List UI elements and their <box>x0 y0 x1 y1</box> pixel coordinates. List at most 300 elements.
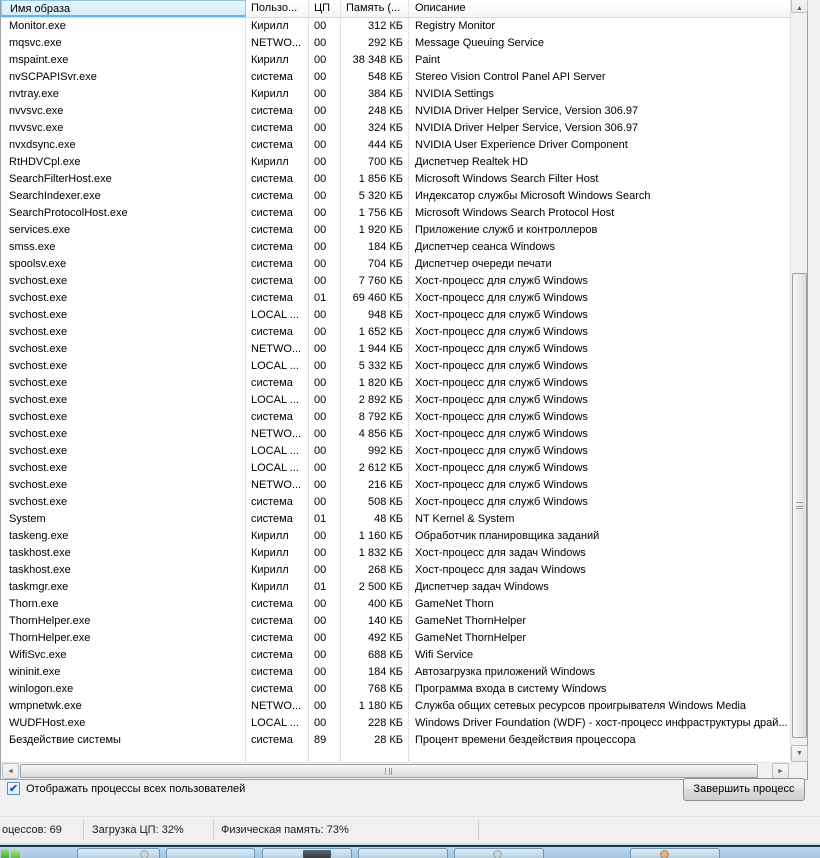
taskbar <box>0 843 820 858</box>
column-divider <box>308 18 309 761</box>
process-cell-cpu: 00 <box>314 632 327 644</box>
process-row[interactable] <box>1 528 790 545</box>
process-row[interactable] <box>1 562 790 579</box>
process-cell-mem: 4 856 КБ <box>358 428 403 440</box>
process-cell-name: taskmgr.exe <box>9 581 69 593</box>
process-cell-desc: Хост-процесс для служб Windows <box>415 411 588 423</box>
process-cell-cpu: 00 <box>314 207 327 219</box>
process-row[interactable] <box>1 341 790 358</box>
process-row[interactable] <box>1 630 790 647</box>
process-cell-user: NETWO... <box>251 700 302 712</box>
process-cell-mem: 248 КБ <box>367 105 403 117</box>
process-cell-mem: 508 КБ <box>367 496 403 508</box>
process-cell-desc: Хост-процесс для служб Windows <box>415 360 588 372</box>
process-row[interactable] <box>1 205 790 222</box>
process-cell-user: LOCAL ... <box>251 445 299 457</box>
process-cell-desc: Хост-процесс для служб Windows <box>415 343 588 355</box>
process-cell-mem: 216 КБ <box>367 479 403 491</box>
process-cell-name: svchost.exe <box>9 411 68 423</box>
taskbar-app-icon <box>660 850 669 858</box>
process-cell-desc: Приложение служб и контроллеров <box>415 224 598 236</box>
process-row[interactable] <box>1 477 790 494</box>
process-cell-user: Кирилл <box>251 581 289 593</box>
process-cell-mem: 140 КБ <box>367 615 403 627</box>
process-cell-desc: Windows Driver Foundation (WDF) - хост-процесс инфраструктуры драй... <box>415 717 788 729</box>
process-cell-name: SearchIndexer.exe <box>9 190 101 202</box>
process-row[interactable] <box>1 154 790 171</box>
process-row[interactable] <box>1 698 790 715</box>
process-cell-desc: Диспетчер очереди печати <box>415 258 552 270</box>
process-row[interactable] <box>1 494 790 511</box>
process-list-body <box>1 18 790 762</box>
column-header-memory[interactable]: Память (... <box>341 0 409 17</box>
process-row[interactable] <box>1 137 790 154</box>
process-cell-user: Кирилл <box>251 564 289 576</box>
process-cell-desc: Процент времени бездействия процессора <box>415 734 636 746</box>
process-cell-user: система <box>251 411 293 423</box>
process-cell-cpu: 00 <box>314 241 327 253</box>
process-cell-desc: Диспетчер сеанса Windows <box>415 241 555 253</box>
process-cell-desc: Хост-процесс для служб Windows <box>415 445 588 457</box>
process-row[interactable] <box>1 103 790 120</box>
status-process-count: оцессов: 69 <box>2 824 62 836</box>
process-cell-name: SearchFilterHost.exe <box>9 173 112 185</box>
process-cell-cpu: 00 <box>314 88 327 100</box>
process-cell-mem: 1 652 КБ <box>358 326 403 338</box>
process-cell-mem: 992 КБ <box>367 445 403 457</box>
process-row[interactable] <box>1 222 790 239</box>
process-cell-cpu: 00 <box>314 37 327 49</box>
process-cell-cpu: 00 <box>314 615 327 627</box>
process-cell-name: winlogon.exe <box>9 683 74 695</box>
process-cell-mem: 400 КБ <box>367 598 403 610</box>
process-cell-desc: NT Kernel & System <box>415 513 515 525</box>
process-cell-desc: Microsoft Windows Search Filter Host <box>415 173 599 185</box>
process-row[interactable] <box>1 358 790 375</box>
process-cell-cpu: 00 <box>314 343 327 355</box>
process-cell-mem: 5 332 КБ <box>358 360 403 372</box>
process-row[interactable] <box>1 681 790 698</box>
process-cell-cpu: 00 <box>314 122 327 134</box>
column-divider <box>245 18 246 761</box>
process-cell-desc: Message Queuing Service <box>415 37 545 49</box>
process-cell-name: taskeng.exe <box>9 530 69 542</box>
process-cell-cpu: 00 <box>314 598 327 610</box>
process-cell-name: WifiSvc.exe <box>9 649 67 661</box>
process-cell-cpu: 00 <box>314 445 327 457</box>
process-cell-cpu: 00 <box>314 666 327 678</box>
process-cell-mem: 268 КБ <box>367 564 403 576</box>
process-cell-mem: 1 856 КБ <box>358 173 403 185</box>
process-cell-desc: Хост-процесс для служб Windows <box>415 377 588 389</box>
process-cell-mem: 688 КБ <box>367 649 403 661</box>
process-cell-cpu: 00 <box>314 224 327 236</box>
process-cell-user: система <box>251 598 293 610</box>
process-cell-mem: 69 460 КБ <box>352 292 403 304</box>
show-all-users-label[interactable]: Отображать процессы всех пользователей <box>26 783 246 795</box>
process-cell-name: smss.exe <box>9 241 56 253</box>
process-cell-name: ThornHelper.exe <box>9 615 91 627</box>
process-cell-cpu: 00 <box>314 71 327 83</box>
process-cell-name: svchost.exe <box>9 479 68 491</box>
process-cell-desc: Registry Monitor <box>415 20 496 32</box>
taskbar-top-edge <box>0 845 820 847</box>
scrollbar-gripper-icon <box>796 502 803 509</box>
taskbar-button[interactable] <box>630 848 720 858</box>
process-cell-user: система <box>251 71 293 83</box>
process-cell-user: система <box>251 649 293 661</box>
process-cell-user: система <box>251 105 293 117</box>
process-cell-cpu: 89 <box>314 734 327 746</box>
process-cell-mem: 312 КБ <box>367 20 403 32</box>
process-cell-mem: 768 КБ <box>367 683 403 695</box>
process-cell-name: taskhost.exe <box>9 564 71 576</box>
process-cell-desc: Хост-процесс для служб Windows <box>415 292 588 304</box>
column-header-user[interactable]: Пользо... <box>246 0 309 17</box>
process-cell-cpu: 01 <box>314 292 327 304</box>
process-cell-name: nvvsvc.exe <box>9 122 64 134</box>
process-row[interactable] <box>1 171 790 188</box>
process-cell-user: система <box>251 190 293 202</box>
process-cell-mem: 48 КБ <box>374 513 403 525</box>
process-cell-desc: Хост-процесс для служб Windows <box>415 309 588 321</box>
process-row[interactable] <box>1 324 790 341</box>
process-cell-user: LOCAL ... <box>251 360 299 372</box>
status-divider <box>213 820 214 840</box>
process-row[interactable] <box>1 664 790 681</box>
process-cell-mem: 7 760 КБ <box>358 275 403 287</box>
status-bar <box>0 816 820 842</box>
process-cell-user: система <box>251 224 293 236</box>
process-cell-desc: NVIDIA Settings <box>415 88 494 100</box>
scroll-right-arrow-icon[interactable]: ► <box>772 763 789 779</box>
scrollbar-gripper-icon <box>385 768 392 775</box>
process-cell-user: система <box>251 683 293 695</box>
process-cell-cpu: 00 <box>314 377 327 389</box>
process-cell-cpu: 00 <box>314 326 327 338</box>
process-row[interactable] <box>1 511 790 528</box>
process-cell-desc: Paint <box>415 54 441 66</box>
process-cell-mem: 704 КБ <box>367 258 403 270</box>
process-cell-name: SearchProtocolHost.exe <box>9 207 128 219</box>
process-cell-mem: 28 КБ <box>374 734 403 746</box>
process-cell-cpu: 00 <box>314 462 327 474</box>
process-cell-cpu: 00 <box>314 649 327 661</box>
scroll-left-arrow-icon[interactable]: ◄ <box>2 763 19 779</box>
process-row[interactable] <box>1 18 790 35</box>
process-cell-desc: GameNet ThornHelper <box>415 632 527 644</box>
column-header-cpu[interactable]: ЦП <box>309 0 341 17</box>
process-cell-mem: 948 КБ <box>367 309 403 321</box>
process-cell-cpu: 00 <box>314 683 327 695</box>
process-cell-user: система <box>251 326 293 338</box>
process-cell-cpu: 00 <box>314 258 327 270</box>
start-button-fragment-icon[interactable] <box>11 849 20 858</box>
process-cell-desc: GameNet ThornHelper <box>415 615 527 627</box>
status-physical-memory: Физическая память: 73% <box>221 824 349 836</box>
process-row[interactable] <box>1 52 790 69</box>
taskbar-button[interactable] <box>166 848 255 858</box>
process-cell-name: svchost.exe <box>9 462 68 474</box>
process-row[interactable] <box>1 307 790 324</box>
process-cell-desc: NVIDIA User Experience Driver Component <box>415 139 628 151</box>
process-cell-desc: Диспетчер задач Windows <box>415 581 549 593</box>
process-cell-cpu: 00 <box>314 479 327 491</box>
process-cell-cpu: 00 <box>314 190 327 202</box>
end-process-button[interactable]: Завершить процесс <box>683 778 805 801</box>
process-cell-mem: 1 944 КБ <box>358 343 403 355</box>
process-row[interactable] <box>1 35 790 52</box>
taskbar-app-icon <box>303 850 331 858</box>
process-row[interactable] <box>1 596 790 613</box>
process-cell-user: система <box>251 173 293 185</box>
process-cell-cpu: 00 <box>314 717 327 729</box>
process-cell-user: Кирилл <box>251 88 289 100</box>
taskbar-button[interactable] <box>358 848 448 858</box>
process-row[interactable] <box>1 715 790 732</box>
process-cell-mem: 1 756 КБ <box>358 207 403 219</box>
process-row[interactable] <box>1 732 790 749</box>
process-cell-cpu: 00 <box>314 156 327 168</box>
process-cell-name: Thorn.exe <box>9 598 59 610</box>
status-divider <box>478 820 479 840</box>
scroll-down-arrow-icon[interactable]: ▼ <box>791 745 808 762</box>
process-cell-user: система <box>251 241 293 253</box>
process-cell-name: svchost.exe <box>9 428 68 440</box>
process-row[interactable] <box>1 647 790 664</box>
process-cell-desc: Автозагрузка приложений Windows <box>415 666 596 678</box>
process-cell-desc: Диспетчер Realtek HD <box>415 156 529 168</box>
process-row[interactable] <box>1 256 790 273</box>
process-row[interactable] <box>1 409 790 426</box>
process-cell-user: Кирилл <box>251 530 289 542</box>
process-cell-user: NETWO... <box>251 343 302 355</box>
process-cell-name: spoolsv.exe <box>9 258 67 270</box>
process-cell-user: Кирилл <box>251 156 289 168</box>
process-cell-cpu: 00 <box>314 139 327 151</box>
process-row[interactable] <box>1 392 790 409</box>
process-row[interactable] <box>1 579 790 596</box>
process-cell-mem: 1 832 КБ <box>358 547 403 559</box>
process-cell-desc: Программа входа в систему Windows <box>415 683 607 695</box>
process-cell-user: система <box>251 496 293 508</box>
column-header-row <box>1 0 790 18</box>
process-cell-desc: NVIDIA Driver Helper Service, Version 306.97 <box>415 122 639 134</box>
process-cell-name: WUDFHost.exe <box>9 717 86 729</box>
process-cell-name: RtHDVCpl.exe <box>9 156 81 168</box>
process-cell-user: LOCAL ... <box>251 717 299 729</box>
vertical-scrollbar[interactable] <box>790 0 807 762</box>
process-cell-cpu: 01 <box>314 581 327 593</box>
process-cell-name: svchost.exe <box>9 496 68 508</box>
process-cell-desc: Wifi Service <box>415 649 474 661</box>
process-cell-name: Бездействие системы <box>9 734 121 746</box>
process-cell-name: nvxdsync.exe <box>9 139 76 151</box>
process-cell-cpu: 00 <box>314 530 327 542</box>
process-cell-cpu: 01 <box>314 513 327 525</box>
process-cell-user: система <box>251 122 293 134</box>
process-cell-desc: Хост-процесс для служб Windows <box>415 496 588 508</box>
process-cell-mem: 492 КБ <box>367 632 403 644</box>
process-cell-cpu: 00 <box>314 173 327 185</box>
start-button-fragment-icon[interactable] <box>1 849 9 858</box>
process-cell-desc: Хост-процесс для служб Windows <box>415 326 588 338</box>
process-cell-name: taskhost.exe <box>9 547 71 559</box>
process-row[interactable] <box>1 239 790 256</box>
column-divider <box>340 18 341 761</box>
process-cell-mem: 184 КБ <box>367 241 403 253</box>
process-cell-user: система <box>251 377 293 389</box>
process-cell-name: svchost.exe <box>9 377 68 389</box>
process-cell-name: wmpnetwk.exe <box>9 700 82 712</box>
process-cell-desc: Хост-процесс для служб Windows <box>415 275 588 287</box>
process-cell-mem: 444 КБ <box>367 139 403 151</box>
process-cell-cpu: 00 <box>314 496 327 508</box>
process-cell-user: система <box>251 666 293 678</box>
process-cell-user: система <box>251 207 293 219</box>
process-cell-name: svchost.exe <box>9 343 68 355</box>
process-cell-name: nvSCPAPISvr.exe <box>9 71 97 83</box>
process-cell-mem: 1 180 КБ <box>358 700 403 712</box>
process-cell-name: svchost.exe <box>9 326 68 338</box>
process-cell-desc: Хост-процесс для задач Windows <box>415 564 586 576</box>
process-row[interactable] <box>1 120 790 137</box>
process-cell-desc: Индексатор службы Microsoft Windows Search <box>415 190 651 202</box>
process-cell-user: система <box>251 275 293 287</box>
taskbar-app-icon <box>493 850 502 858</box>
process-cell-cpu: 00 <box>314 547 327 559</box>
process-cell-mem: 292 КБ <box>367 37 403 49</box>
process-cell-name: ThornHelper.exe <box>9 632 91 644</box>
process-cell-cpu: 00 <box>314 394 327 406</box>
process-row[interactable] <box>1 69 790 86</box>
process-cell-mem: 38 348 КБ <box>352 54 403 66</box>
process-cell-cpu: 00 <box>314 54 327 66</box>
process-cell-desc: NVIDIA Driver Helper Service, Version 306.97 <box>415 105 639 117</box>
process-cell-user: система <box>251 292 293 304</box>
status-divider <box>83 820 84 840</box>
process-row[interactable] <box>1 613 790 630</box>
show-all-users-checkbox[interactable] <box>7 782 20 795</box>
process-cell-mem: 184 КБ <box>367 666 403 678</box>
scroll-up-arrow-icon[interactable]: ▲ <box>791 0 808 13</box>
process-cell-desc: Обработчик планировщика заданий <box>415 530 600 542</box>
process-cell-desc: Хост-процесс для служб Windows <box>415 394 588 406</box>
process-cell-user: система <box>251 632 293 644</box>
process-cell-name: svchost.exe <box>9 445 68 457</box>
process-cell-mem: 1 160 КБ <box>358 530 403 542</box>
process-cell-desc: Хост-процесс для задач Windows <box>415 547 586 559</box>
process-cell-cpu: 00 <box>314 105 327 117</box>
process-cell-user: NETWO... <box>251 37 302 49</box>
process-cell-mem: 1 920 КБ <box>358 224 403 236</box>
process-cell-user: система <box>251 258 293 270</box>
process-cell-cpu: 00 <box>314 360 327 372</box>
process-cell-cpu: 00 <box>314 411 327 423</box>
process-cell-name: svchost.exe <box>9 360 68 372</box>
process-cell-desc: GameNet Thorn <box>415 598 494 610</box>
process-cell-mem: 5 320 КБ <box>358 190 403 202</box>
process-row[interactable] <box>1 273 790 290</box>
process-cell-name: System <box>9 513 46 525</box>
process-cell-mem: 228 КБ <box>367 717 403 729</box>
process-row[interactable] <box>1 460 790 477</box>
vertical-scrollbar-thumb[interactable] <box>792 273 807 738</box>
column-header-description[interactable]: Описание <box>409 0 790 17</box>
process-cell-name: wininit.exe <box>9 666 61 678</box>
process-cell-user: NETWO... <box>251 428 302 440</box>
process-cell-cpu: 00 <box>314 428 327 440</box>
process-cell-mem: 324 КБ <box>367 122 403 134</box>
status-cpu-load: Загрузка ЦП: 32% <box>92 824 184 836</box>
process-cell-name: svchost.exe <box>9 292 68 304</box>
process-cell-cpu: 00 <box>314 275 327 287</box>
process-cell-desc: Хост-процесс для служб Windows <box>415 428 588 440</box>
process-row[interactable] <box>1 426 790 443</box>
process-row[interactable] <box>1 443 790 460</box>
process-cell-name: services.exe <box>9 224 71 236</box>
process-cell-user: Кирилл <box>251 547 289 559</box>
column-header-image-name[interactable]: Имя образа <box>1 0 246 17</box>
process-cell-user: Кирилл <box>251 20 289 32</box>
process-cell-mem: 2 612 КБ <box>358 462 403 474</box>
process-row[interactable] <box>1 188 790 205</box>
process-cell-user: система <box>251 139 293 151</box>
process-cell-mem: 548 КБ <box>367 71 403 83</box>
process-cell-desc: Stereo Vision Control Panel API Server <box>415 71 606 83</box>
process-cell-mem: 2 500 КБ <box>358 581 403 593</box>
process-cell-desc: Хост-процесс для служб Windows <box>415 462 588 474</box>
process-cell-mem: 1 820 КБ <box>358 377 403 389</box>
process-cell-user: LOCAL ... <box>251 309 299 321</box>
process-cell-user: NETWO... <box>251 479 302 491</box>
process-cell-name: svchost.exe <box>9 394 68 406</box>
column-divider <box>408 18 409 761</box>
process-cell-desc: Microsoft Windows Search Protocol Host <box>415 207 615 219</box>
process-cell-name: nvvsvc.exe <box>9 105 64 117</box>
process-cell-name: Monitor.exe <box>9 20 66 32</box>
process-cell-mem: 8 792 КБ <box>358 411 403 423</box>
process-cell-mem: 2 892 КБ <box>358 394 403 406</box>
process-row[interactable] <box>1 375 790 392</box>
process-row[interactable] <box>1 290 790 307</box>
footer-controls <box>0 775 820 811</box>
process-cell-cpu: 00 <box>314 564 327 576</box>
process-cell-cpu: 00 <box>314 309 327 321</box>
process-cell-user: LOCAL ... <box>251 394 299 406</box>
process-cell-name: svchost.exe <box>9 275 68 287</box>
process-cell-user: система <box>251 615 293 627</box>
process-cell-mem: 700 КБ <box>367 156 403 168</box>
process-cell-name: nvtray.exe <box>9 88 59 100</box>
process-cell-user: Кирилл <box>251 54 289 66</box>
process-cell-user: система <box>251 734 293 746</box>
process-row[interactable] <box>1 86 790 103</box>
process-cell-mem: 384 КБ <box>367 88 403 100</box>
process-cell-desc: Хост-процесс для служб Windows <box>415 479 588 491</box>
process-cell-name: mqsvc.exe <box>9 37 62 49</box>
check-icon: ✔ <box>8 783 19 795</box>
process-cell-cpu: 00 <box>314 700 327 712</box>
process-cell-name: svchost.exe <box>9 309 68 321</box>
process-cell-user: система <box>251 513 293 525</box>
process-cell-name: mspaint.exe <box>9 54 69 66</box>
process-cell-user: LOCAL ... <box>251 462 299 474</box>
taskbar-app-icon <box>140 850 149 858</box>
process-cell-desc: Служба общих сетевых ресурсов проигрывателя Windows Media <box>415 700 747 712</box>
process-row[interactable] <box>1 545 790 562</box>
process-cell-cpu: 00 <box>314 20 327 32</box>
